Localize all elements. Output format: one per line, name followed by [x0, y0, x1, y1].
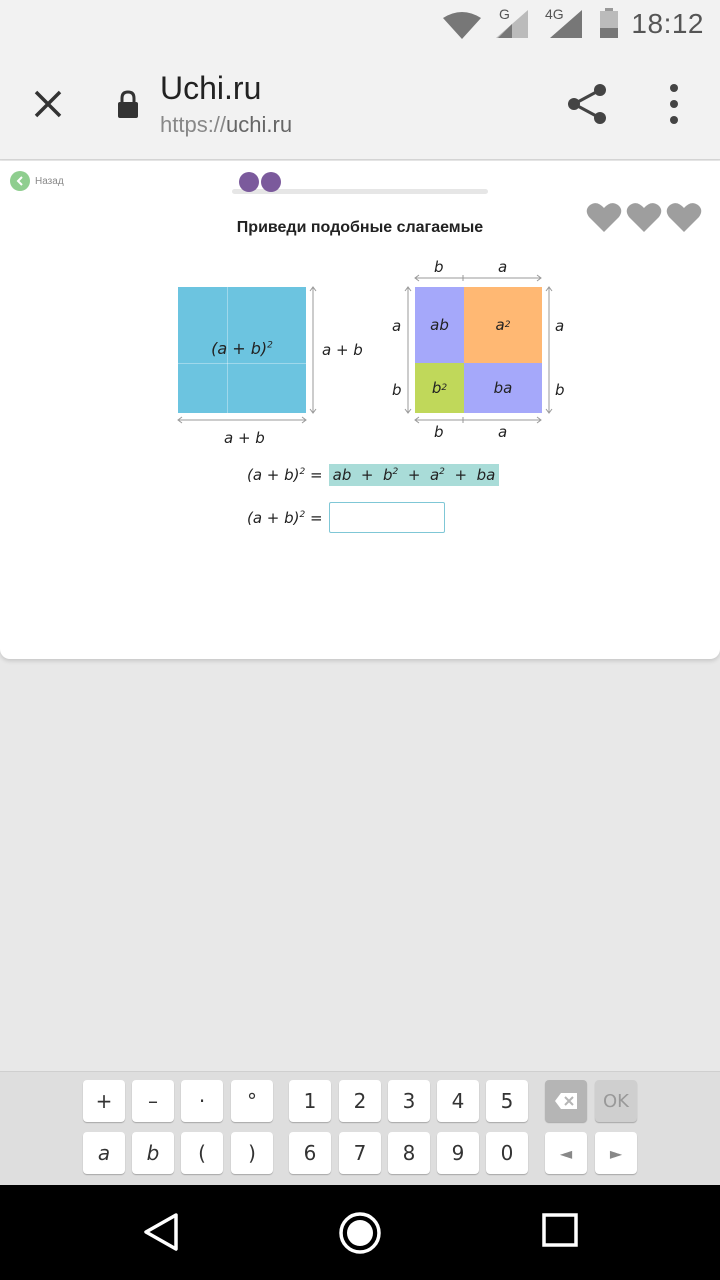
answer-input[interactable] — [329, 502, 445, 533]
progress-dot — [239, 172, 259, 192]
big-square — [178, 287, 306, 413]
dimension-arrow — [413, 273, 543, 283]
backspace-key[interactable] — [545, 1080, 587, 1122]
key-close-paren[interactable]: ) — [231, 1132, 273, 1174]
grid-bottom-label: a — [498, 423, 508, 441]
equation-lhs: $(a + b)^2$ = — [247, 466, 323, 484]
more-vert-icon[interactable] — [664, 82, 684, 126]
dimension-arrow — [413, 415, 543, 425]
math-keypad — [0, 1071, 720, 1185]
system-nav-bar — [0, 1185, 720, 1280]
key-0[interactable]: 0 — [486, 1132, 528, 1174]
cursor-left-key[interactable]: ◄ — [545, 1132, 587, 1174]
grid-cell-a-squared: a 2 — [464, 287, 542, 363]
grid-cell-ba: ba — [464, 363, 542, 413]
key-3[interactable]: 3 — [388, 1080, 430, 1122]
key-plus[interactable]: + — [83, 1080, 125, 1122]
equation-rhs: ab + $b^2 + a^2$ + ba — [329, 464, 500, 486]
grid-left-label: b — [392, 381, 402, 399]
share-icon[interactable] — [566, 82, 610, 126]
grid-right-label: b — [555, 381, 565, 399]
signal-icon — [550, 10, 584, 38]
key-b[interactable]: b — [132, 1132, 174, 1174]
key-9[interactable]: 9 — [437, 1132, 479, 1174]
grid-bottom-label: b — [434, 423, 444, 441]
page-url — [160, 112, 292, 138]
ok-button[interactable]: OK — [595, 1080, 637, 1122]
key-1[interactable]: 1 — [289, 1080, 331, 1122]
key-multiply[interactable]: · — [181, 1080, 223, 1122]
close-icon[interactable] — [28, 84, 68, 124]
chevron-left-icon — [10, 171, 30, 191]
big-square-side-label: a + b — [322, 341, 363, 359]
clock: 18:12 — [631, 8, 704, 39]
recents-icon[interactable] — [542, 1211, 578, 1247]
key-open-paren[interactable]: ( — [181, 1132, 223, 1174]
grid-top-label: a — [498, 258, 508, 276]
equation-lhs: $(a + b)^2$ = — [247, 508, 323, 527]
exercise-card — [0, 161, 720, 659]
dimension-arrow — [176, 415, 308, 425]
dimension-arrow — [308, 285, 318, 415]
wifi-icon — [442, 12, 482, 40]
key-a[interactable]: a — [83, 1132, 125, 1174]
key-5[interactable]: 5 — [486, 1080, 528, 1122]
browser-toolbar — [0, 48, 720, 160]
back-label: Назад — [35, 175, 64, 187]
back-button[interactable] — [10, 171, 64, 191]
cursor-right-key[interactable]: ► — [595, 1132, 637, 1174]
battery-icon — [598, 8, 620, 38]
lock-icon — [116, 90, 140, 120]
key-2[interactable]: 2 — [339, 1080, 381, 1122]
key-7[interactable]: 7 — [339, 1132, 381, 1174]
grid-cell-b-squared: b 2 — [415, 363, 464, 413]
key-minus[interactable]: – — [132, 1080, 174, 1122]
key-8[interactable]: 8 — [388, 1132, 430, 1174]
back-icon[interactable] — [140, 1211, 182, 1253]
grid-left-label: a — [392, 317, 402, 335]
task-title: Приведи подобные слагаемые — [236, 219, 484, 236]
big-square-label: $(a + b)^2$ — [211, 339, 273, 358]
equation-expanded — [247, 464, 499, 486]
grid-cell-ab: ab — [415, 287, 464, 363]
key-degree[interactable]: ° — [231, 1080, 273, 1122]
key-6[interactable]: 6 — [289, 1132, 331, 1174]
url-host: uchi.ru — [226, 112, 293, 137]
signal-icon — [496, 10, 530, 38]
key-4[interactable]: 4 — [437, 1080, 479, 1122]
status-bar — [0, 0, 720, 48]
network-type-g: G — [499, 6, 510, 22]
dimension-arrow — [403, 285, 413, 415]
dimension-arrow — [544, 285, 554, 415]
grid-right-label: a — [555, 317, 565, 335]
backspace-icon — [554, 1092, 578, 1110]
network-type-4g: 4G — [545, 6, 564, 22]
home-icon[interactable] — [338, 1211, 382, 1255]
equation-answer-row — [247, 502, 445, 533]
url-scheme: https:// — [160, 112, 227, 137]
progress-dot — [261, 172, 281, 192]
grid-top-label: b — [434, 258, 444, 276]
big-square-bottom-label: a + b — [224, 429, 265, 447]
page-title: Uchi.ru — [160, 70, 262, 106]
